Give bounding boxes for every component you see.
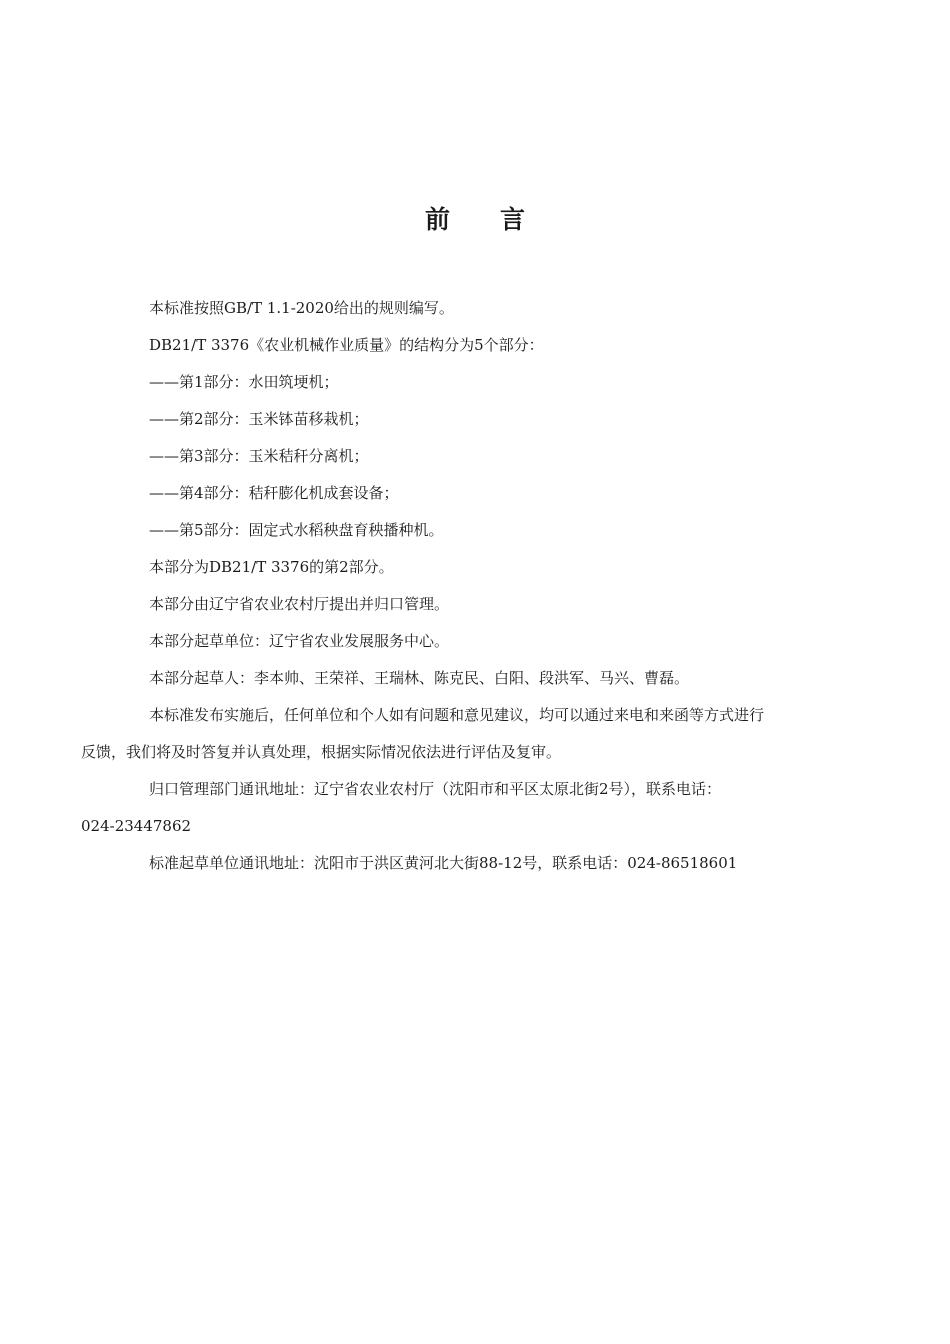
- foreword-body: [81, 290, 837, 882]
- feedback-line-2: 反馈，我们将及时答复并认真处理，根据实际情况依法进行评估及复审。: [81, 743, 562, 761]
- paragraph-drafting-rules: 本标准按照GB/T 1.1-2020给出的规则编写。: [149, 299, 454, 317]
- list-item-part-4: ——第4部分：秸秆膨化机成套设备；: [149, 484, 399, 502]
- list-item-part-1: ——第1部分：水田筑埂机；: [149, 373, 339, 391]
- list-item-part-5: ——第5部分：固定式水稻秧盘育秧播种机。: [149, 521, 444, 539]
- paragraph-admin-contact: [81, 771, 837, 845]
- page-title: 前言: [424, 205, 575, 234]
- feedback-line-1: 本标准发布实施后，任何单位和个人如有问题和意见建议，均可以通过来电和来函等方式进行: [149, 706, 765, 724]
- admin-contact-line-1: 归口管理部门通讯地址：辽宁省农业农村厅（沈阳市和平区太原北街2号），联系电话：: [149, 780, 722, 798]
- paragraph-feedback: [81, 697, 837, 771]
- paragraph-drafting-unit: 本部分起草单位：辽宁省农业发展服务中心。: [149, 632, 450, 650]
- admin-contact-line-2: 024-23447862: [81, 817, 192, 835]
- list-item-part-2: ——第2部分：玉米钵苗移栽机；: [149, 410, 369, 428]
- paragraph-drafters: 本部分起草人：李本帅、王荣祥、王瑞林、陈克民、白阳、段洪军、马兴、曹磊。: [149, 669, 690, 687]
- paragraph-structure: DB21/T 3376《农业机械作业质量》的结构分为5个部分：: [149, 336, 544, 354]
- paragraph-proposer: 本部分由辽宁省农业农村厅提出并归口管理。: [149, 595, 450, 613]
- list-item-part-3: ——第3部分：玉米秸秆分离机；: [149, 447, 369, 465]
- paragraph-this-part: 本部分为DB21/T 3376的第2部分。: [149, 558, 394, 576]
- paragraph-drafter-contact: 标准起草单位通讯地址：沈阳市于洪区黄河北大街88-12号，联系电话：024-86518601: [149, 854, 738, 872]
